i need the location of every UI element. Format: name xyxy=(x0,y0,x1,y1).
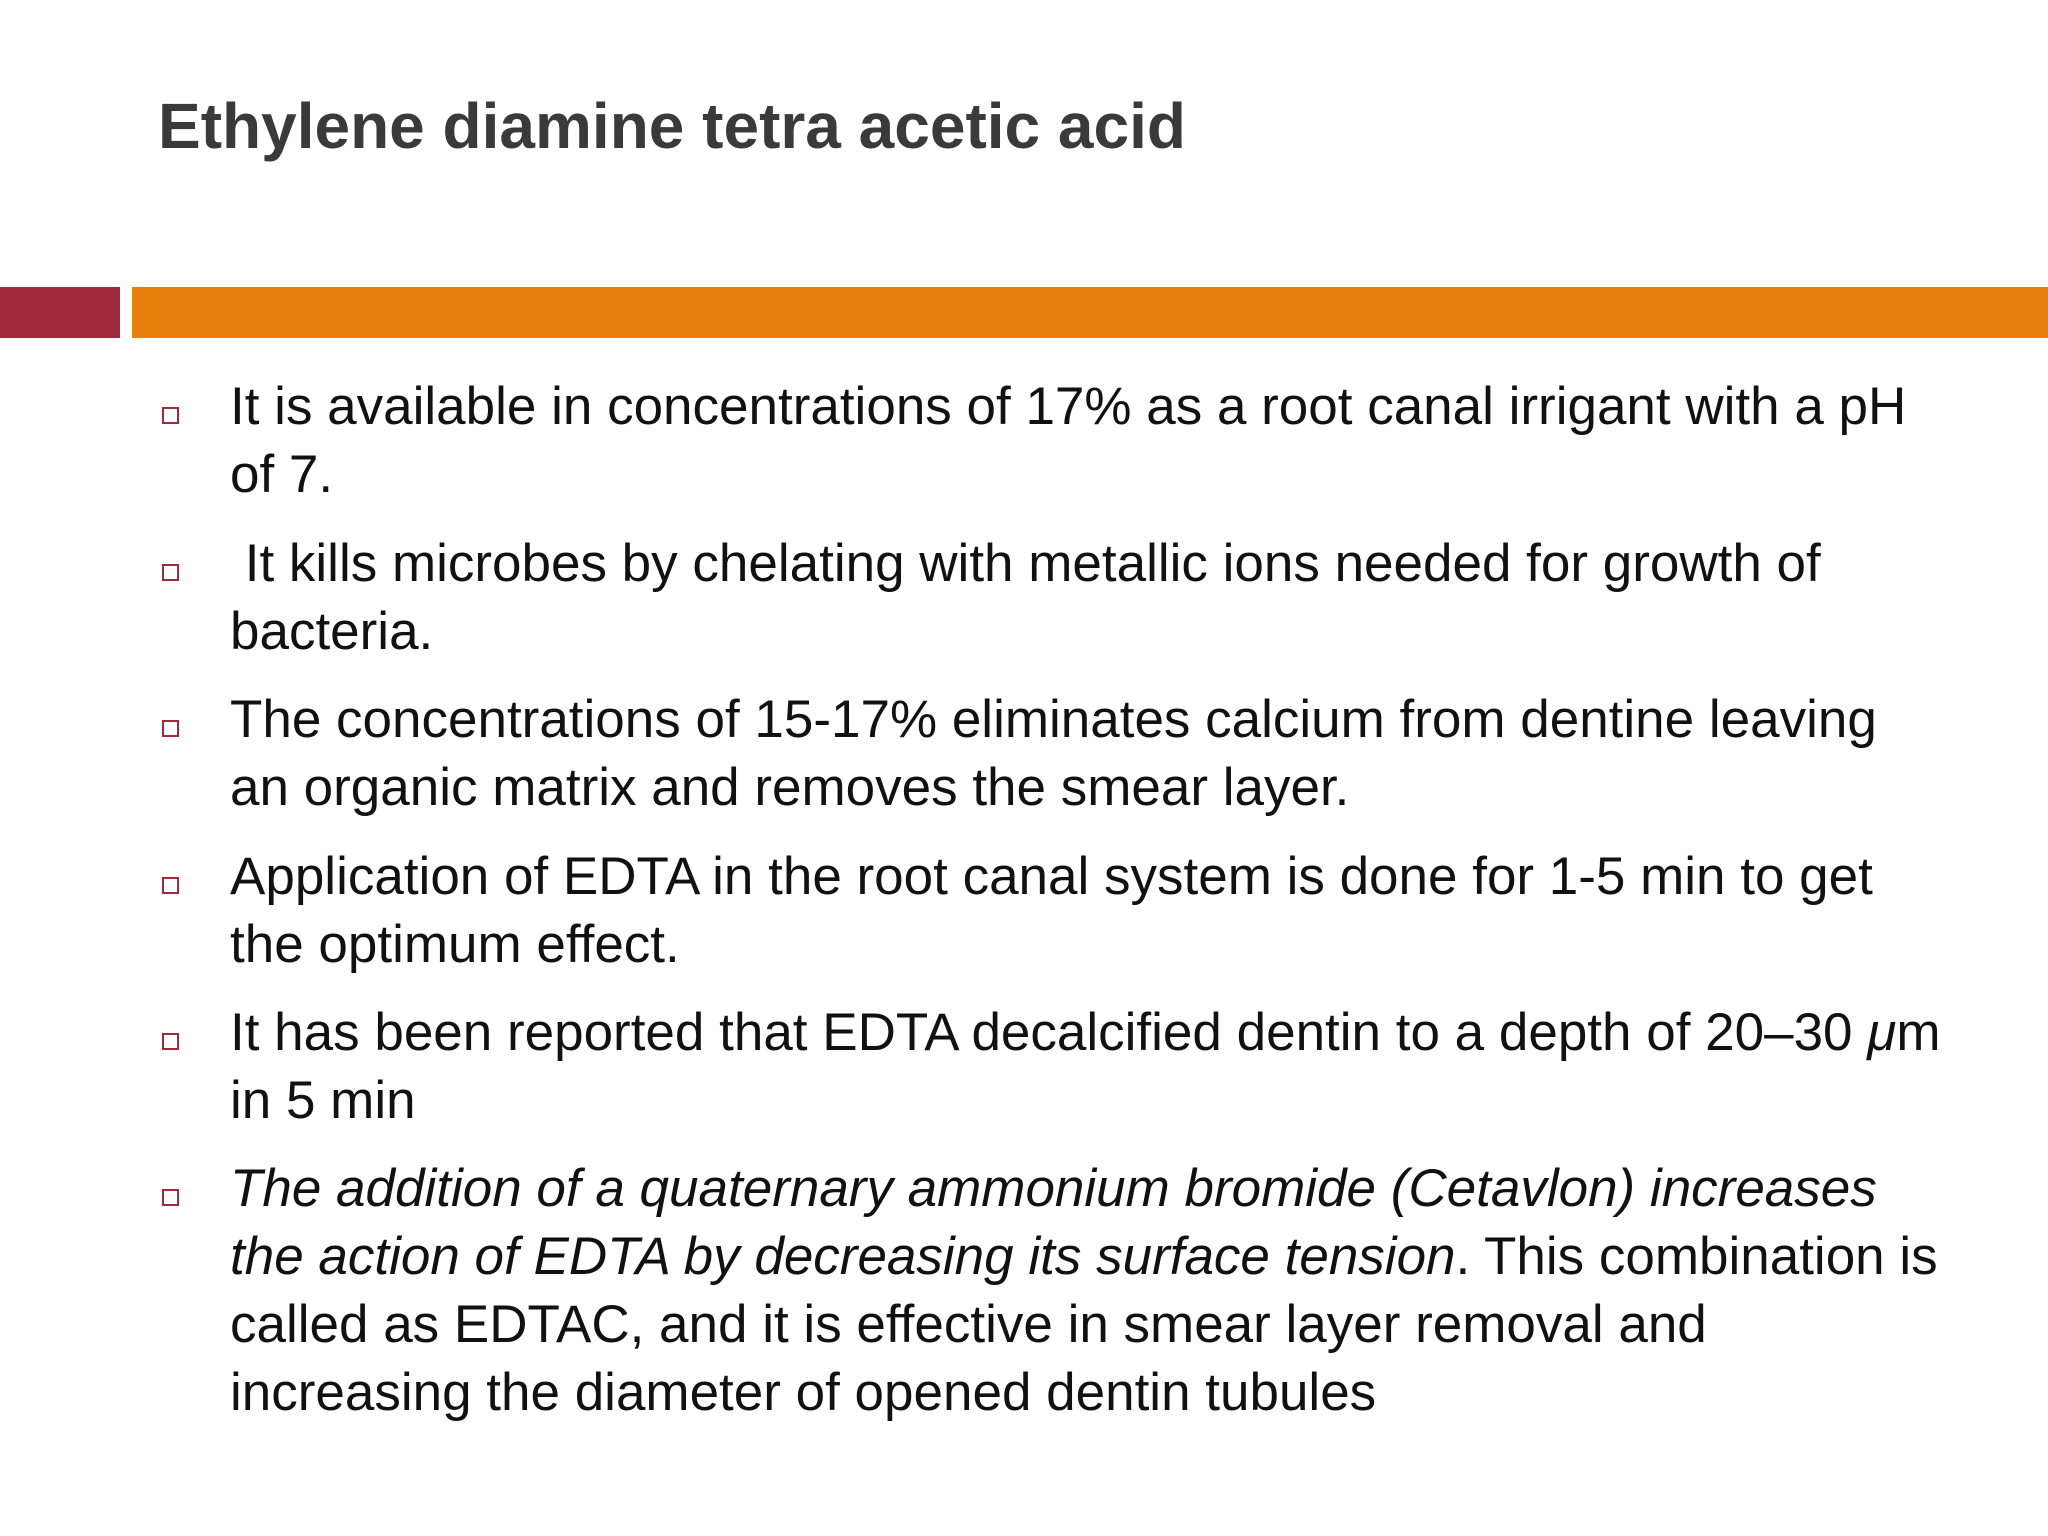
bullet-text: The concentrations of 15-17% eliminates calcium from dentine leaving an organic matrix and removes the smear layer. xyxy=(230,690,1877,817)
square-bullet-icon xyxy=(162,407,179,424)
bullet-text: It is available in concentrations of 17% as a root canal irrigant with a pH of 7. xyxy=(230,377,1907,504)
bullet-text xyxy=(230,999,1950,1135)
square-bullet-icon xyxy=(162,1033,179,1050)
square-bullet-icon xyxy=(162,564,179,581)
square-bullet-icon xyxy=(162,1189,179,1206)
bullet-text-italic: The addition of a quaternary ammonium bromide (Cetavlon) increases the action of EDTA by decreasing its surface tension xyxy=(230,1159,1877,1286)
bullet-text-part: m in 5 min xyxy=(230,1003,1941,1130)
accent-bar-left xyxy=(0,287,120,338)
square-bullet-icon xyxy=(162,720,179,737)
bullet-text-part: . This combination is called as EDTAC, and it is effective in smear layer removal and increasing the diameter of opened dentin tubules xyxy=(230,1227,1938,1422)
bullet-text: Application of EDTA in the root canal system is done for 1-5 min to get the optimum effect. xyxy=(230,847,1873,974)
micro-symbol: μ xyxy=(1867,1003,1897,1062)
bullet-text-part: It has been reported that EDTA decalcified dentin to a depth of 20–30 xyxy=(230,1003,1868,1062)
square-bullet-icon xyxy=(162,877,179,894)
bullet-text xyxy=(230,1155,1950,1427)
accent-bar-right xyxy=(132,287,2048,338)
slide-title: Ethylene diamine tetra acetic acid xyxy=(158,90,1186,162)
bullet-text: It kills microbes by chelating with metallic ions needed for growth of bacteria. xyxy=(230,534,1836,661)
